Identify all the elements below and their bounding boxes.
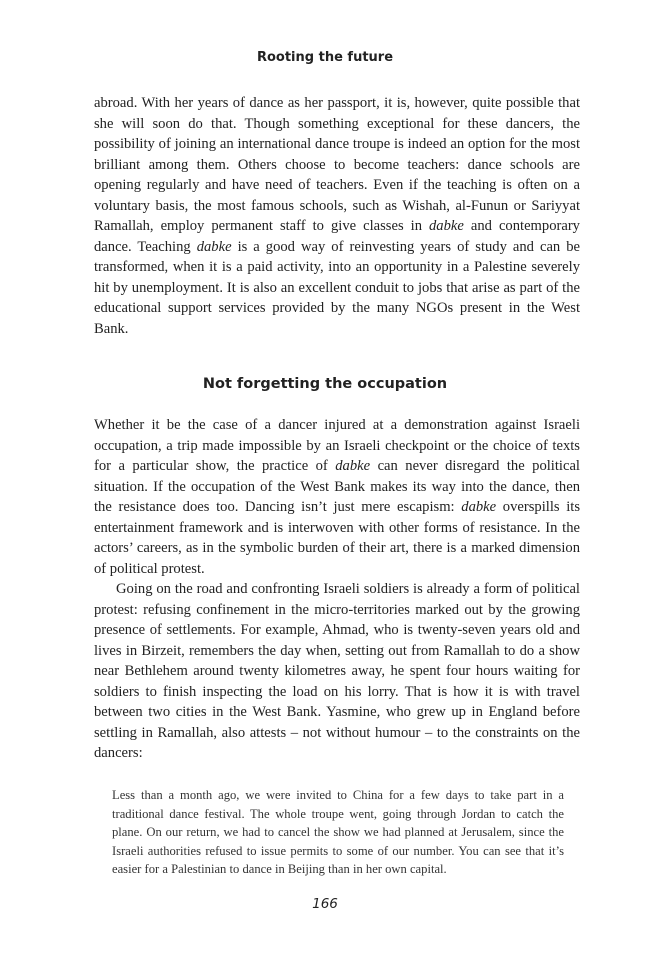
section-paragraph-1: Whether it be the case of a dancer injured at a demonstration against Israeli occupation, a trip made impossible by an Israeli checkpoint or the choice of texts for a particular show, the practice of dabke can never disregard the political situation. If the occupation of the West Bank makes its way into the dance, then the resistance does too. Dancing isn’t just mere escapism: dabke overspills its entertainment framework and is interwoven with other forms of resistance. In the actors’ careers, as in the symbolic burden of their art, there is a marked dimension of political protest.: [94, 417, 580, 577]
italic-term: dabke: [429, 218, 464, 234]
section-paragraph-2: Going on the road and confronting Israeli soldiers is already a form of political protest: refusing confinement in the micro-territories marked out by the growing presence of settlements. For example, Ahmad, who is twenty-seven years old and lives in Birzeit, remembers the day when, setting out from Ramallah to do a show near Bethlehem around twenty kilometres away, he spent four hours waiting for soldiers to finish inspecting the load on his lorry. That is how it is with travel between two cities in the West Bank. Yasmine, who grew up in England before settling in Ramallah, also attests – not without humour – to the constraints on the dancers:: [94, 581, 580, 761]
italic-term: dabke: [196, 238, 232, 255]
paragraph-text: abroad. With her years of dance as her passport, it is, however, quite possible that she will soon do that. Though something exceptional for these dancers, the possibility of joining an international dance troupe is indeed an option for the most brilliant among them. Others choose to become teachers: dance schools are opening regularly and have need of teachers. Even if the teaching is often on a voluntary basis, the most famous schools, such as Wishah, al-Funun or Sariyyat Ramallah, employ permanent staff to give classes in dabke and contemporary dance. Teaching dabke is a good way of reinvesting years of study and can be transformed, when it is a paid activity, into an opportunity in a Palestine severely hit by unemployment. It is also an excellent conduit to jobs that arise as part of the educational support services provided by the many NGOs present in the West Bank.: [94, 95, 580, 337]
italic-term: dabke: [461, 499, 497, 515]
section-body: [94, 415, 580, 764]
section-heading: Not forgetting the occupation: [202, 376, 448, 392]
running-head: Rooting the future: [256, 50, 394, 65]
italic-term: dabke: [335, 458, 371, 474]
page-number: 166: [312, 896, 338, 912]
body-paragraph-top: [94, 93, 580, 339]
block-quote: Less than a month ago, we were invited to China for a few days to take part in a traditional dance festival. The whole troupe went, going through Jordan to catch the plane. On our return, we had to cancel the show we had planned at Jerusalem, since the Israeli authorities refused to issue permits to some of our number. You can see that it’s easier for a Palestinian to dance in Beijing than in her own capital.: [112, 788, 564, 877]
